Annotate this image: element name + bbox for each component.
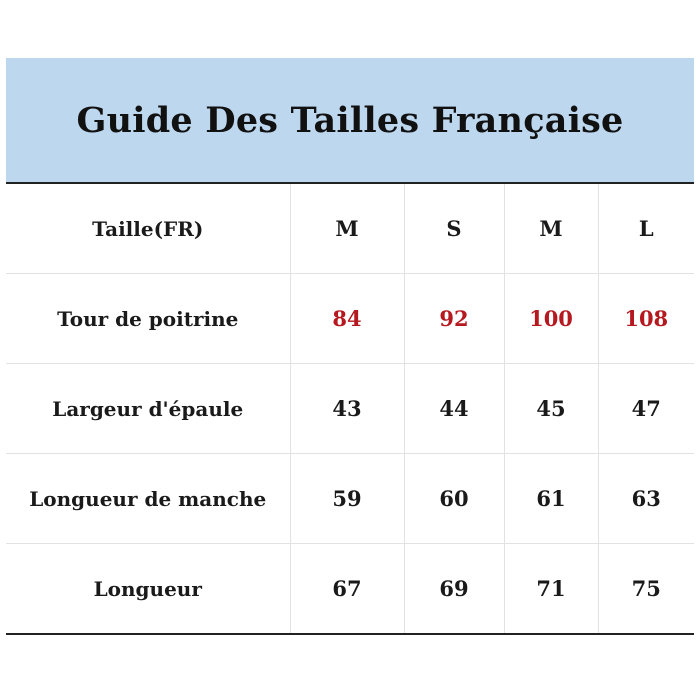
- measurement-cell: 71: [504, 544, 598, 634]
- title-banner: [6, 58, 694, 184]
- size-header-cell: S: [404, 184, 504, 274]
- table-row: [6, 274, 694, 364]
- size-table: [6, 184, 694, 633]
- table-row: [6, 364, 694, 454]
- measurement-cell: 108: [598, 274, 694, 364]
- size-guide-chart: [6, 58, 694, 635]
- size-header-cell: M: [290, 184, 404, 274]
- table-row: [6, 454, 694, 544]
- measurement-cell: 84: [290, 274, 404, 364]
- size-column-header: Taille(FR): [6, 184, 290, 274]
- measurement-cell: 69: [404, 544, 504, 634]
- size-header-cell: M: [504, 184, 598, 274]
- measurement-cell: 61: [504, 454, 598, 544]
- measurement-cell: 45: [504, 364, 598, 454]
- measurement-cell: 59: [290, 454, 404, 544]
- table-row: [6, 544, 694, 634]
- page-title: Guide Des Tailles Française: [76, 99, 624, 141]
- measurement-cell: 63: [598, 454, 694, 544]
- size-header-cell: L: [598, 184, 694, 274]
- table-header-row: [6, 184, 694, 274]
- measurement-cell: 100: [504, 274, 598, 364]
- measurement-cell: 92: [404, 274, 504, 364]
- row-label: Largeur d'épaule: [6, 364, 290, 454]
- row-label: Longueur: [93, 576, 202, 601]
- measurement-cell: 67: [290, 544, 404, 634]
- measurement-cell: 47: [598, 364, 694, 454]
- measurement-cell: 75: [598, 544, 694, 634]
- measurement-cell: 43: [290, 364, 404, 454]
- row-label: Tour de poitrine: [6, 274, 290, 364]
- measurement-cell: 44: [404, 364, 504, 454]
- measurement-cell: 60: [404, 454, 504, 544]
- row-label: Longueur de manche: [6, 454, 290, 544]
